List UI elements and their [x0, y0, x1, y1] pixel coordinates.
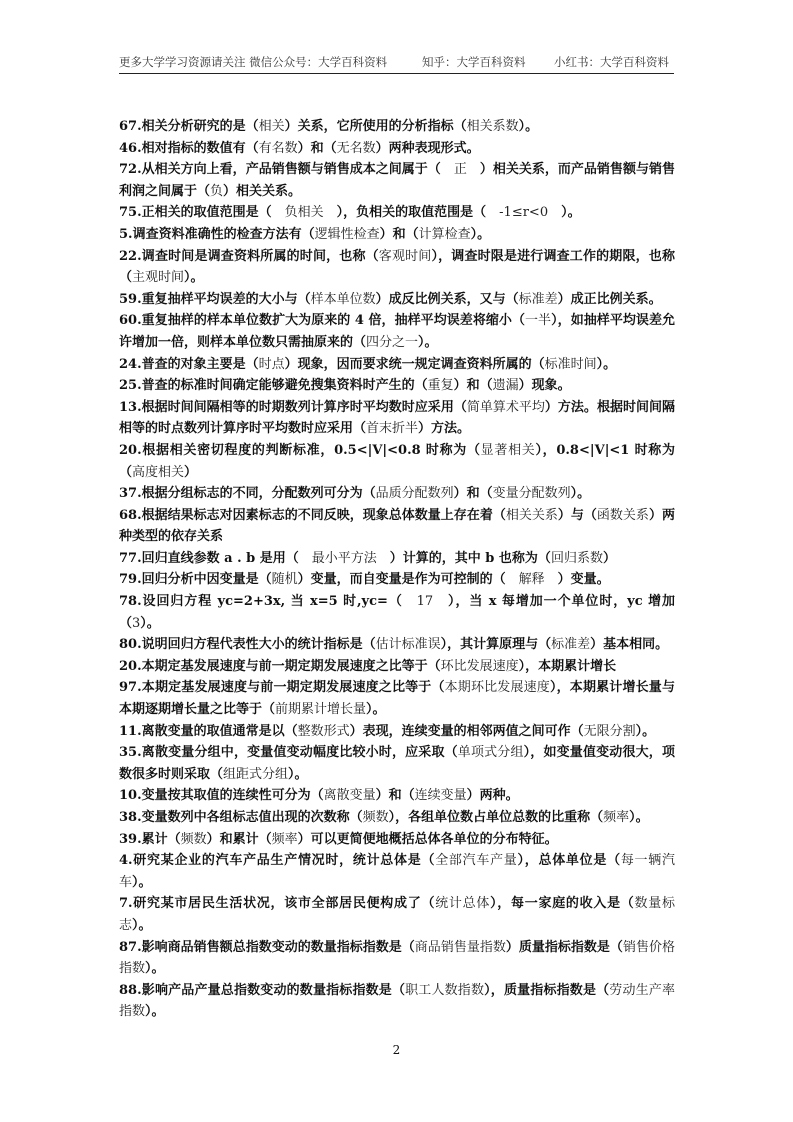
question-text: ）计算的，其中 b 也称为（	[376, 550, 551, 566]
answer-text: 品质分配数列	[375, 486, 454, 502]
question-text: ）成正比例关系。	[557, 291, 662, 307]
answer-text: 标准时间	[544, 356, 597, 372]
question-text: ）。	[145, 961, 165, 977]
question-text: ）方法。根据时间间隔相等的时点数列计算序时平均数时应采用（	[119, 399, 675, 437]
question-item	[119, 850, 675, 893]
question-item	[119, 483, 675, 505]
question-text: ）。	[145, 1004, 165, 1020]
answer-text: 全部汽车产量	[435, 853, 518, 869]
question-text: 25.普查的标准时间确定能够避免搜集资料时产生的（	[119, 378, 428, 394]
question-text: 59.重复抽样平均误差的大小与（	[119, 291, 311, 307]
question-item	[119, 246, 675, 289]
question-item	[119, 310, 675, 353]
answer-text: 统计总体	[435, 896, 491, 912]
answer-text: 连续变量	[414, 788, 467, 804]
page-number: 2	[392, 1043, 401, 1057]
question-text: 5.调查资料准确性的检查方法有（	[119, 226, 315, 242]
question-text: ）。	[596, 356, 617, 372]
answer-text: 客观时间	[378, 248, 432, 264]
answer-text: 一半	[525, 313, 552, 329]
question-item	[119, 807, 675, 829]
question-text: 7.研究某市居民生活状况，该市全部居民便构成了（	[119, 896, 436, 912]
question-text: ）相关关系，而产品销售额与销售利润之间属于（	[119, 162, 675, 199]
answer-text: 解释	[518, 572, 545, 588]
question-text: ），本期累计增长量与本期逐期增长量之比等于（	[119, 680, 675, 718]
question-item	[119, 785, 675, 807]
answer-text: 标准差	[551, 637, 591, 653]
answer-text: 时点	[258, 356, 285, 372]
question-text: ）。	[570, 486, 591, 502]
header-rule	[119, 73, 674, 74]
answer-text: 单项式分组	[457, 745, 524, 761]
question-item	[119, 569, 675, 591]
question-text: ）。	[184, 270, 204, 286]
question-text: ），如抽样平均误差允许增加一倍，则样本单位数只需抽原来的（	[119, 313, 675, 350]
question-text: ）表现，连续变量的相邻两值之间可作（	[349, 723, 584, 739]
question-item	[119, 656, 675, 678]
answer-text: 商品销售量指数	[414, 939, 506, 955]
question-text: 11.离散变量的取值通常是以（	[119, 723, 298, 739]
question-text: ），每一家庭的收入是（	[490, 896, 635, 912]
answer-text: 频率	[603, 810, 630, 825]
question-text: 60.重复抽样的样本单位数扩大为原来的 4 倍，抽样平均误差将缩小（	[119, 313, 526, 329]
question-item	[119, 548, 675, 570]
answer-text: 随机	[271, 572, 298, 588]
answer-text: 遗漏	[492, 378, 519, 394]
question-item	[119, 375, 675, 397]
question-text: ），本期累计增长	[518, 658, 617, 674]
question-text: 39.累计（	[119, 831, 181, 847]
question-item	[119, 937, 675, 980]
answer-text: 计算检查	[418, 226, 471, 242]
answer-text: 整数形式	[297, 723, 350, 739]
answer-text: 销售价格指数	[119, 939, 675, 977]
question-text: ），总体单位是（	[517, 853, 621, 869]
question-text: ）和（	[453, 378, 493, 394]
question-text: 38.变量数列中各组标志值出现的次数称（	[119, 810, 363, 825]
question-text: 22.调查时间是调查资料所属的时间，也称（	[119, 248, 379, 264]
question-text: 46.相对指标的数值有（	[119, 140, 259, 156]
answer-text: 高度相关	[132, 464, 185, 480]
question-text: ）变量。	[544, 572, 610, 588]
question-text: ），负相关的取值范围是（	[323, 205, 500, 221]
answer-text: 首末折半	[366, 421, 419, 437]
question-text: ）。	[470, 226, 491, 242]
question-item	[119, 591, 675, 634]
answer-text: 最小平方法	[311, 550, 377, 566]
question-item	[119, 138, 675, 160]
question-text: 97.本期定基发展速度与前一期定期发展速度之比等于（	[119, 680, 445, 696]
question-item	[119, 893, 675, 936]
question-text: 78.设回归方程 yc=2+3x, 当 x=5 时,yc=（	[119, 594, 417, 610]
question-text: ）。	[132, 917, 152, 933]
question-text: 72.从相关方向上看，产品销售额与销售成本之间属于（	[119, 162, 454, 178]
question-text: ）现象，因而要求统一规定调查资料所属的（	[284, 356, 545, 372]
answer-text: 简单算术平均	[466, 399, 545, 415]
answer-text: 正	[453, 162, 467, 178]
question-text: 67.相关分析研究的是（	[119, 119, 259, 134]
answer-text: 每一辆汽车	[119, 853, 675, 890]
question-item	[119, 440, 675, 483]
question-text: ）两种。	[466, 788, 519, 804]
question-text: 87.影响商品销售额总指数变动的数量指标指数是（	[119, 939, 415, 955]
question-item	[119, 202, 675, 224]
answer-text: 四分之一	[366, 334, 419, 350]
answer-text: 前期累计增长量	[275, 702, 367, 718]
answer-text: 估计标准误	[375, 637, 441, 653]
header-wechat: 更多大学学习资源请关注 微信公众号：大学百科资料	[119, 55, 388, 69]
answer-text: 主观时间	[132, 270, 185, 286]
question-text: 79.回归分析中因变量是（	[119, 572, 272, 588]
question-text: ）。	[140, 615, 160, 631]
answer-text: 回归系数	[550, 550, 603, 566]
answer-text: 逻辑性检查	[314, 226, 380, 242]
question-text: ）关系，它所使用的分析指标（	[284, 119, 467, 134]
question-text: ）。	[518, 119, 539, 134]
question-item	[119, 289, 675, 311]
question-text: ）。	[629, 810, 649, 825]
answer-text: 劳动生产率指数	[119, 982, 675, 1020]
question-text: ）和（	[453, 486, 493, 502]
answer-text: 本期环比发展速度	[444, 680, 550, 696]
answer-text: 数量标志	[119, 896, 675, 933]
question-item	[119, 634, 675, 656]
question-item	[119, 159, 675, 202]
question-item	[119, 677, 675, 720]
question-text: ）和（	[297, 140, 337, 156]
question-text: ）。	[288, 766, 308, 782]
answer-text: 负	[210, 183, 224, 199]
question-text: ）两种类型的依存关系	[119, 507, 675, 545]
question-text: ）。	[418, 334, 438, 350]
header-xiaohongshu: 小红书：大学百科资料	[554, 55, 669, 69]
question-text: ）方法。	[418, 421, 471, 437]
question-text: ），0.8<|V|<1 时称为（	[119, 442, 675, 480]
answer-text: 离散变量	[323, 788, 376, 804]
question-text: ）和累计（	[206, 831, 272, 847]
answer-text: 相关系数	[466, 119, 519, 134]
question-text: 37.根据分组标志的不同，分配数列可分为（	[119, 486, 376, 502]
question-text: 24.普查的对象主要是（	[119, 356, 259, 372]
question-text: 13.根据时间间隔相等的时期数列计算序时平均数时应采用（	[119, 399, 467, 415]
answer-text: 显著相关	[480, 442, 536, 458]
question-text: ），调查时限是进行调查工作的期限，也称（	[119, 248, 675, 286]
question-text: 10.变量按其取值的连续性可分为（	[119, 788, 324, 804]
question-text: 75.正相关的取值范围是（	[119, 205, 285, 221]
question-text: ），各组单位数占单位总数的比重称（	[388, 810, 604, 825]
question-text: ），如变量值变动很大，项数很多时则采取（	[119, 745, 675, 782]
answer-text: 变量分配数列	[492, 486, 571, 502]
question-item	[119, 354, 675, 376]
answer-text: 有名数	[258, 140, 298, 156]
page-header	[119, 54, 674, 74]
question-text: 4.研究某企业的汽车产品生产情况时，统计总体是（	[119, 853, 436, 869]
answer-text: 相关关系	[505, 507, 558, 523]
question-text: 35.离散变量分组中，变量值变动幅度比较小时，应采取（	[119, 745, 458, 761]
question-item	[119, 505, 675, 548]
question-list	[119, 116, 675, 1023]
answer-text: 标准差	[518, 291, 558, 307]
question-text: ）现象。	[518, 378, 571, 394]
question-text: ）	[602, 550, 616, 566]
question-item	[119, 742, 675, 785]
question-text: ）和（	[379, 226, 419, 242]
question-text: ）质量指标指数是（	[505, 939, 623, 955]
question-text: 68.根据结果标志对因素标志的不同反映，现象总体数量上存在着（	[119, 507, 506, 523]
answer-text: 负相关	[284, 205, 324, 221]
question-text: 20.本期定基发展速度与前一期定期发展速度之比等于（	[119, 658, 441, 674]
question-item	[119, 397, 675, 440]
answer-text: 函数关系	[596, 507, 649, 523]
question-text: ）。	[366, 702, 386, 718]
question-text: ）可以更简便地概括总体各单位的分布特征。	[297, 831, 558, 847]
question-text: 77.回归直线参数 a . b 是用（	[119, 550, 312, 566]
answer-text: 频率	[271, 831, 298, 847]
answer-text: 频数	[362, 810, 389, 825]
answer-text: 环比发展速度	[440, 658, 519, 674]
question-text: ）变量，而自变量是作为可控制的（	[297, 572, 519, 588]
question-item	[119, 829, 675, 851]
question-text: ）。	[132, 874, 152, 890]
answer-text: 组距式分组	[223, 766, 289, 782]
question-item	[119, 116, 675, 138]
answer-text: 样本单位数	[310, 291, 376, 307]
question-text: 80.说明回归方程代表性大小的统计指标是（	[119, 637, 376, 653]
question-item	[119, 721, 675, 743]
question-text: ）两种表现形式。	[375, 140, 480, 156]
question-text: ）和（	[375, 788, 415, 804]
answer-text: 相关	[258, 119, 285, 134]
answer-text: 职工人数指数	[405, 982, 485, 998]
question-text: ）基本相同。	[590, 637, 669, 653]
answer-text: 无名数	[336, 140, 376, 156]
question-item	[119, 224, 675, 246]
question-text: ），质量指标指数是（	[484, 982, 610, 998]
answer-text: 重复	[427, 378, 454, 394]
question-text: ），当 x 每增加一个单位时，yc 增加（	[119, 594, 675, 631]
question-text: 20.根据相关密切程度的判断标准，0.5<|V|<0.8 时称为（	[119, 442, 481, 458]
answer-text: 频数	[180, 831, 207, 847]
question-text: ），其计算原理与（	[440, 637, 552, 653]
answer-text: 3	[132, 615, 141, 631]
answer-text: 17	[416, 594, 434, 610]
question-text: ）与（	[557, 507, 597, 523]
answer-text: 无限分割	[583, 723, 636, 739]
header-zhihu: 知乎：大学百科资料	[422, 55, 526, 69]
question-text: ）。	[635, 723, 656, 739]
question-text: ）成反比例关系，又与（	[375, 291, 519, 307]
question-text: ）	[184, 464, 198, 480]
answer-text: -1≤r<0	[499, 205, 549, 221]
question-item	[119, 980, 675, 1023]
question-text: 88.影响产品产量总指数变动的数量指标指数是（	[119, 982, 406, 998]
question-text: ）相关关系。	[223, 183, 302, 199]
question-text: ）。	[548, 205, 581, 221]
